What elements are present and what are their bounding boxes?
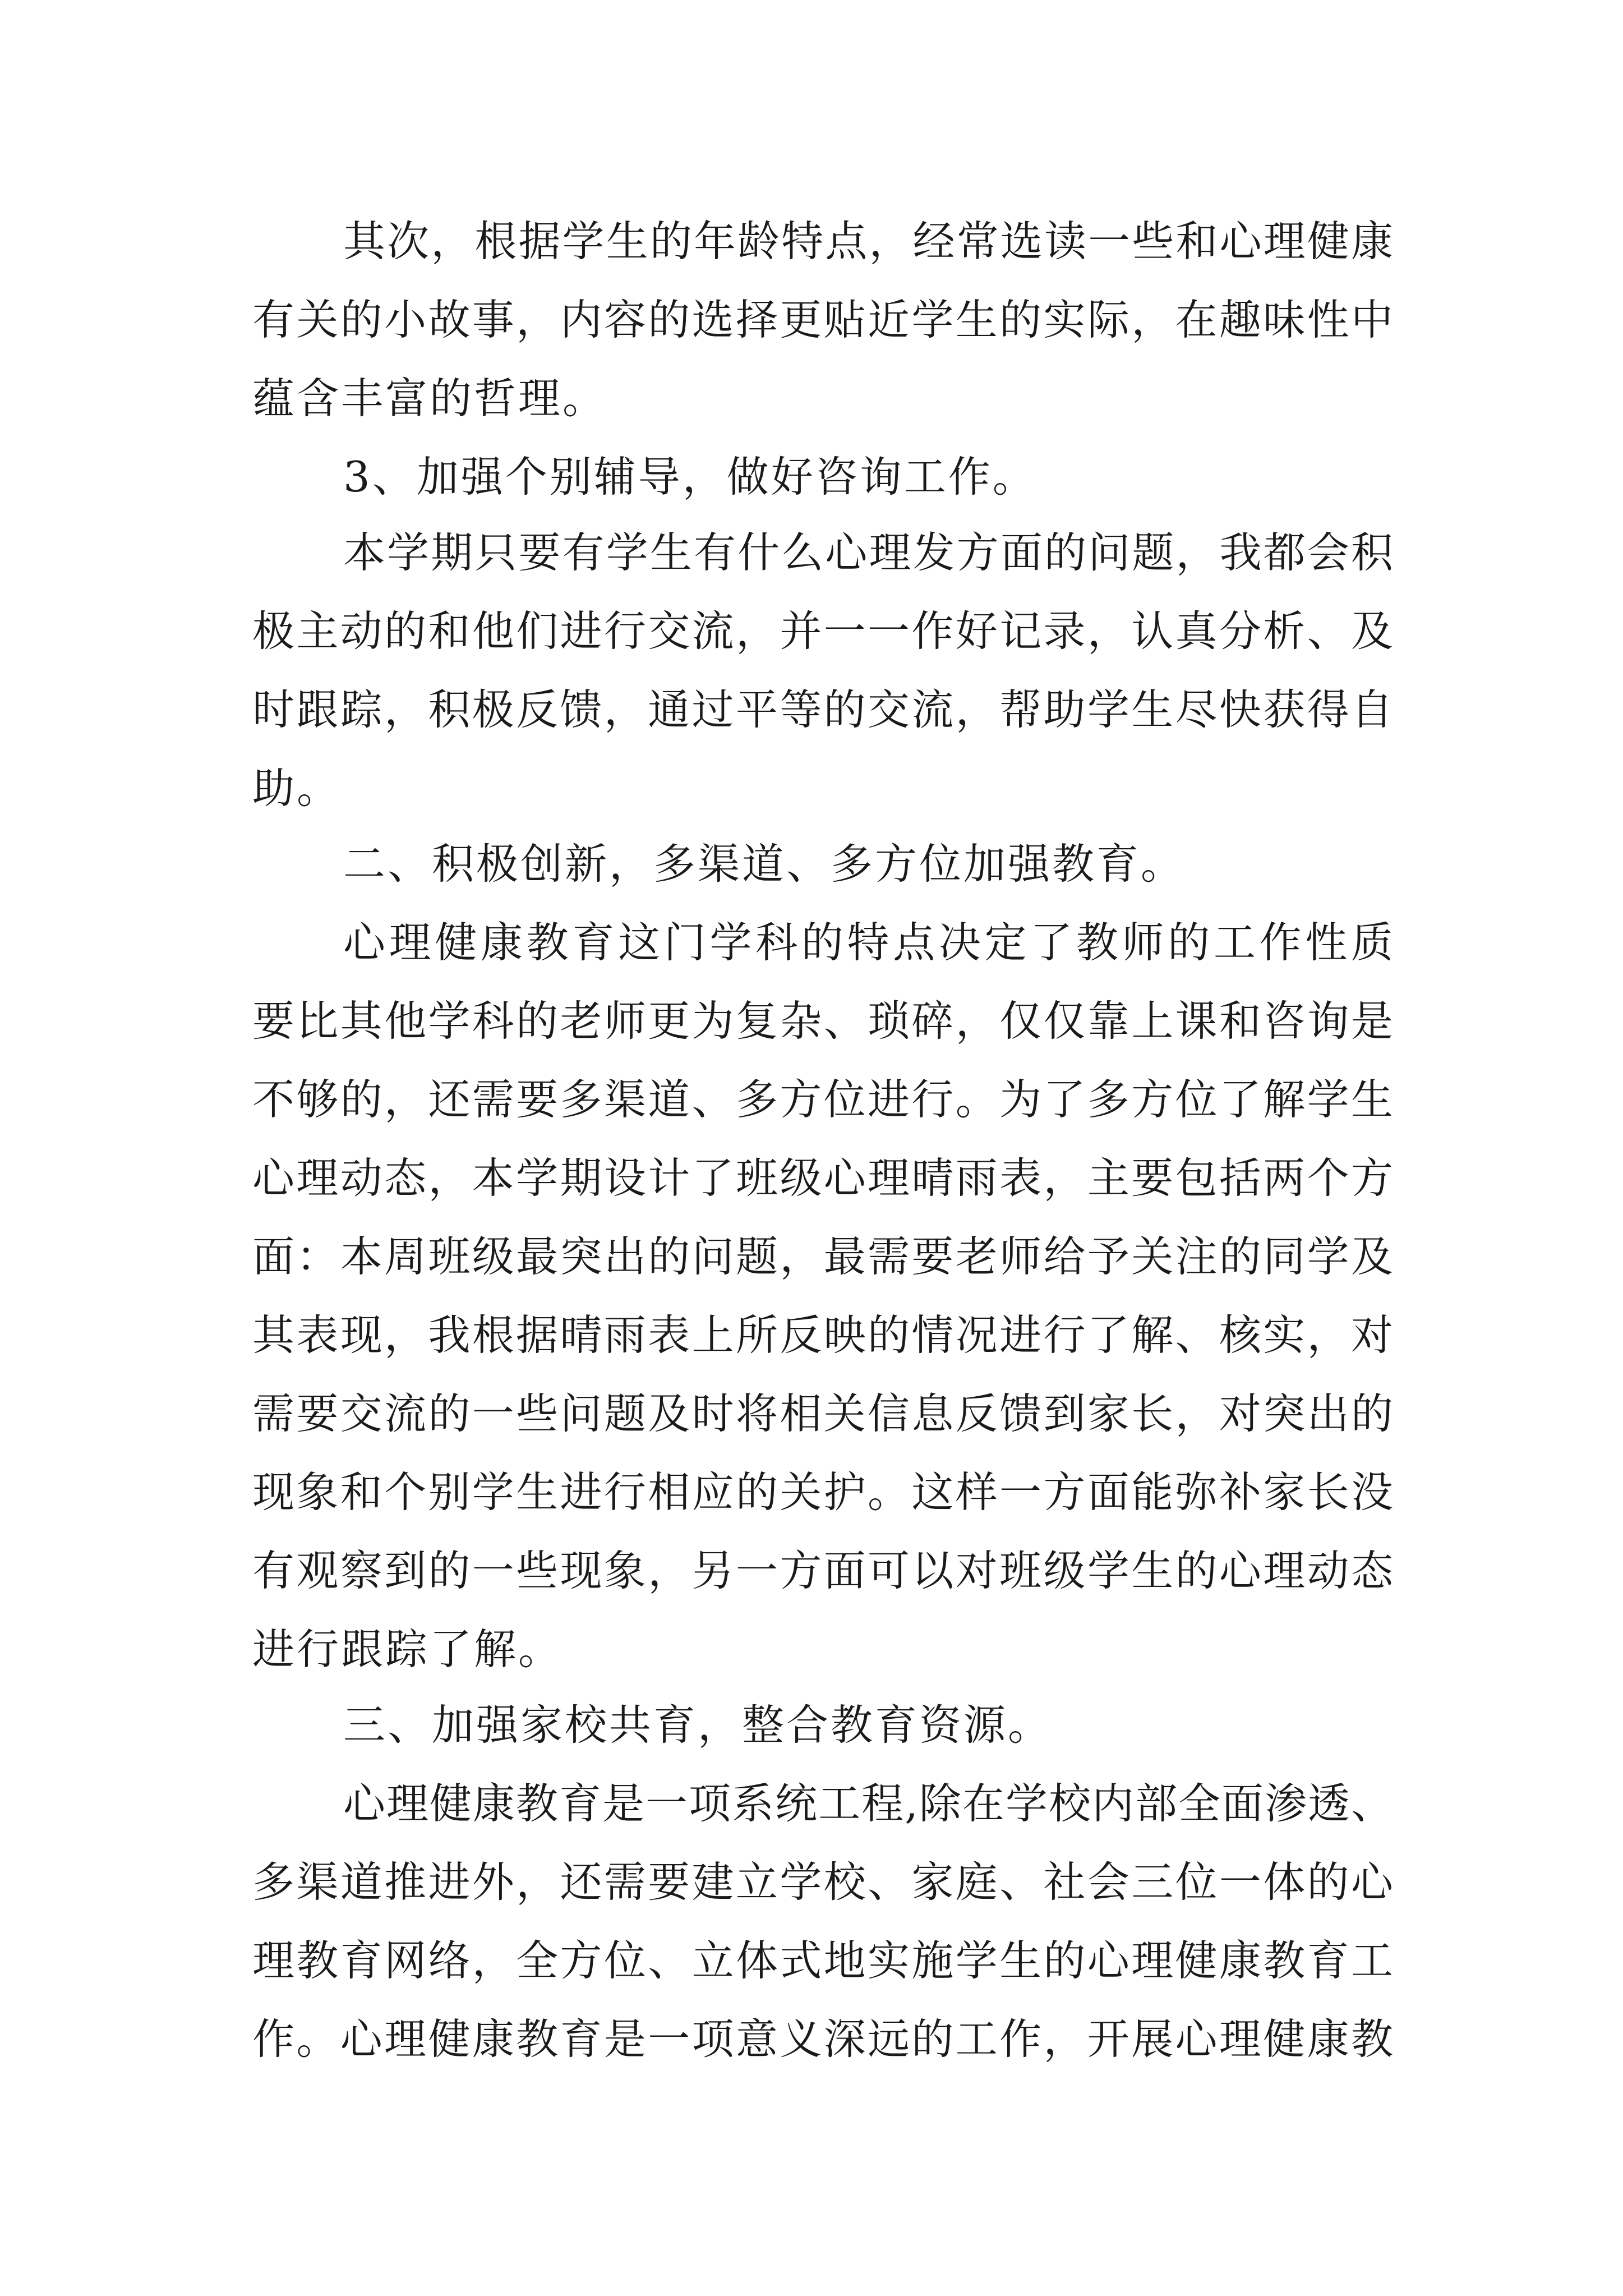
text-line: 时跟踪，积极反馈，通过平等的交流，帮助学生尽快获得自	[252, 685, 1393, 734]
text-line: 二、积极创新，多渠道、多方位加强教育。	[343, 839, 1186, 889]
text-line: 心理动态，本学期设计了班级心理晴雨表，主要包括两个方	[252, 1153, 1393, 1203]
text-line: 现象和个别学生进行相应的关护。这样一方面能弥补家长没	[252, 1467, 1393, 1517]
text-line: 要比其他学科的老师更为复杂、琐碎，仅仅靠上课和咨询是	[252, 996, 1393, 1046]
text-line: 面：本周班级最突出的问题，最需要老师给予关注的同学及	[252, 1232, 1393, 1281]
text-line: 进行跟踪了解。	[252, 1625, 563, 1674]
text-line: 其次，根据学生的年龄特点，经常选读一些和心理健康	[343, 217, 1393, 266]
text-line: 3、加强个别辅导，做好咨询工作。	[343, 452, 1037, 501]
text-line: 心理健康教育这门学科的特点决定了教师的工作性质	[343, 918, 1393, 967]
text-line: 理教育网络，全方位、立体式地实施学生的心理健康教育工	[252, 1936, 1393, 1985]
text-line: 本学期只要有学生有什么心理发方面的问题，我都会积	[343, 528, 1393, 577]
text-line: 有观察到的一些现象，另一方面可以对班级学生的心理动态	[252, 1546, 1393, 1595]
text-line: 其表现，我根据晴雨表上所反映的情况进行了解、核实，对	[252, 1310, 1393, 1360]
text-line: 心理健康教育是一项系统工程,除在学校内部全面渗透、	[343, 1779, 1393, 1828]
text-line: 不够的，还需要多渠道、多方位进行。为了多方位了解学生	[252, 1075, 1393, 1124]
text-line: 需要交流的一些问题及时将相关信息反馈到家长，对突出的	[252, 1389, 1393, 1438]
text-line: 有关的小故事，内容的选择更贴近学生的实际，在趣味性中	[252, 295, 1393, 344]
text-line: 三、加强家校共育，整合教育资源。	[343, 1700, 1053, 1750]
text-line: 蕴含丰富的哲理。	[252, 374, 607, 423]
text-line: 助。	[252, 763, 342, 813]
text-line: 作。心理健康教育是一项意义深远的工作，开展心理健康教	[252, 2014, 1393, 2064]
text-line: 极主动的和他们进行交流，并一一作好记录，认真分析、及	[252, 606, 1393, 656]
text-line: 多渠道推进外，还需要建立学校、家庭、社会三位一体的心	[252, 1857, 1393, 1907]
